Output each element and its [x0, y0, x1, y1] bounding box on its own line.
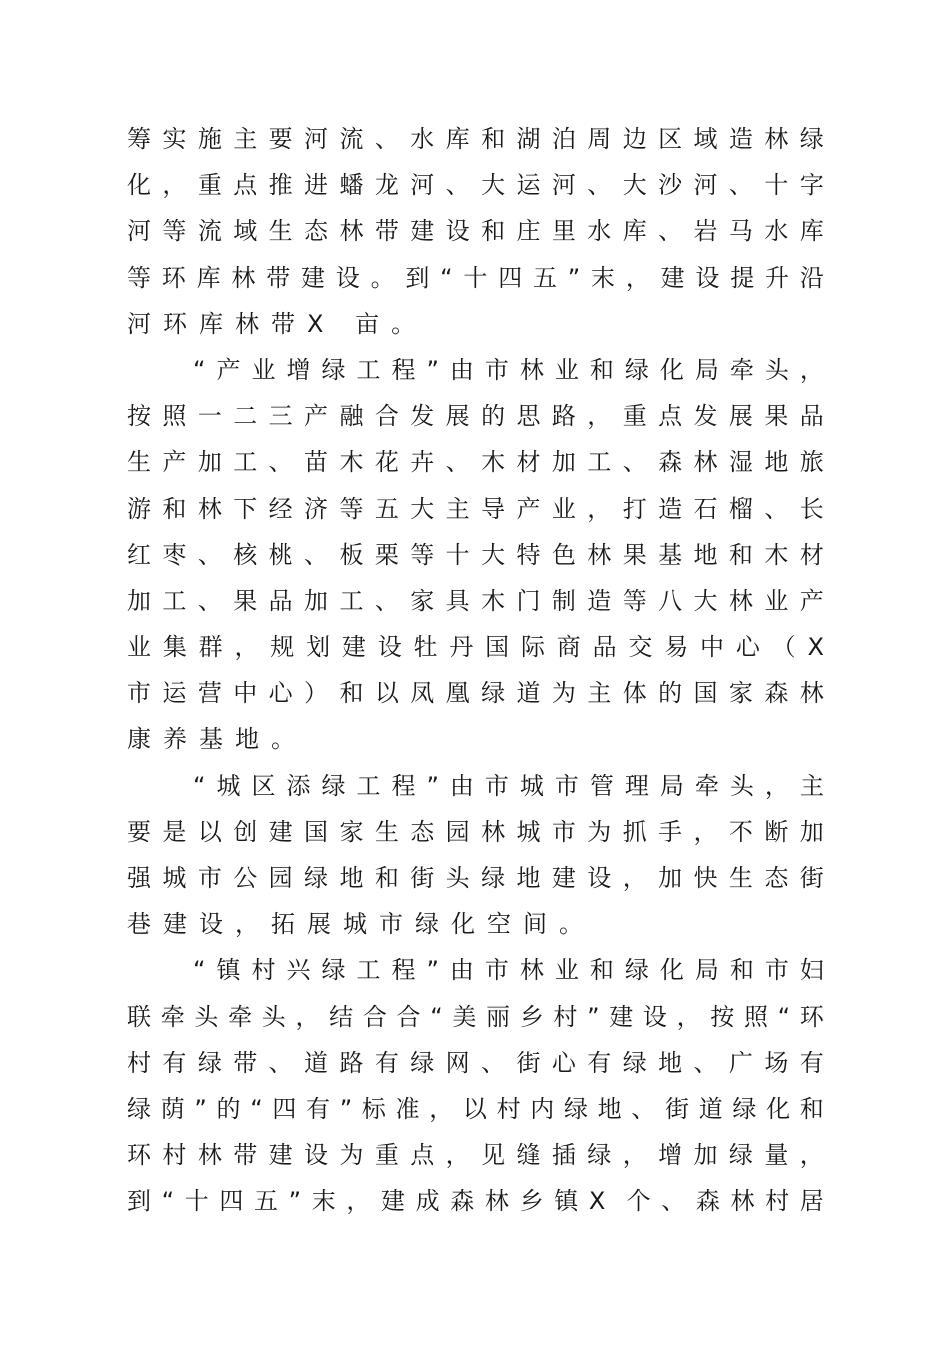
text-line: 等 环 库 林 带 建 设 。 到 “ 十 四 五 ” 末 ， 建 设 提 升 沿	[127, 263, 824, 292]
text-line: 筹 实 施 主 要 河 流 、 水 库 和 湖 泊 周 边 区 域 造 林 绿	[127, 125, 824, 153]
text-line: 按 照 一 二 三 产 融 合 发 展 的 思 路 ， 重 点 发 展 果 品	[127, 402, 824, 431]
text-line: 业 集 群 ， 规 划 建 设 牡 丹 国 际 商 品 交 易 中 心 （ X	[127, 633, 824, 662]
text-line: 到 “ 十 四 五 ” 末 ， 建 成 森 林 乡 镇 X 个 、 森 林 村 居	[127, 1187, 824, 1216]
text-line: 加 工 、 果 品 加 工 、 家 具 木 门 制 造 等 八 大 林 业 产	[127, 586, 824, 615]
document-body-text	[127, 116, 824, 1225]
text-line: 河 等 流 域 生 态 林 带 建 设 和 庄 里 水 库 、 岩 马 水 库	[127, 217, 824, 246]
text-line: 强 城 市 公 园 绿 地 和 街 头 绿 地 建 设 ， 加 快 生 态 街	[127, 864, 824, 892]
text-line: 化 ， 重 点 推 进 蟠 龙 河 、 大 运 河 、 大 沙 河 、 十 字	[127, 171, 824, 200]
text-line: 联 牵 头 牵 头 ， 结 合 合 “ 美 丽 乡 村 ” 建 设 ， 按 照 “ 环	[127, 1002, 824, 1031]
text-line: 河环库林带X 亩。	[127, 309, 428, 338]
text-line: 康养基地。	[127, 725, 307, 754]
text-line: 村 有 绿 带 、 道 路 有 绿 网 、 街 心 有 绿 地 、 广 场 有	[127, 1048, 824, 1077]
text-line: 游 和 林 下 经 济 等 五 大 主 导 产 业 ， 打 造 石 榴 、 长	[127, 494, 824, 523]
text-line: 巷建设，拓展城市绿化空间。	[127, 910, 595, 939]
text-line: “ 产 业 增 绿 工 程 ” 由 市 林 业 和 绿 化 局 牵 头 ，	[193, 355, 824, 384]
text-line: 环 村 林 带 建 设 为 重 点 ， 见 缝 插 绿 ， 增 加 绿 量 ，	[127, 1141, 824, 1170]
text-line: 绿 荫 ” 的 “ 四 有 ” 标 准 ， 以 村 内 绿 地 、 街 道 绿 化 和	[127, 1094, 824, 1123]
text-line: “ 镇 村 兴 绿 工 程 ” 由 市 林 业 和 绿 化 局 和 市 妇	[193, 956, 824, 985]
text-line: 生 产 加 工 、 苗 木 花 卉 、 木 材 加 工 、 森 林 湿 地 旅	[127, 448, 824, 477]
text-line: “ 城 区 添 绿 工 程 ” 由 市 城 市 管 理 局 牵 头 ， 主	[193, 771, 824, 800]
text-line: 红 枣 、 核 桃 、 板 栗 等 十 大 特 色 林 果 基 地 和 木 材	[127, 540, 824, 569]
text-line: 要 是 以 创 建 国 家 生 态 园 林 城 市 为 抓 手 ， 不 断 加	[127, 817, 824, 846]
text-line: 市 运 营 中 心 ） 和 以 凤 凰 绿 道 为 主 体 的 国 家 森 林	[127, 679, 824, 708]
